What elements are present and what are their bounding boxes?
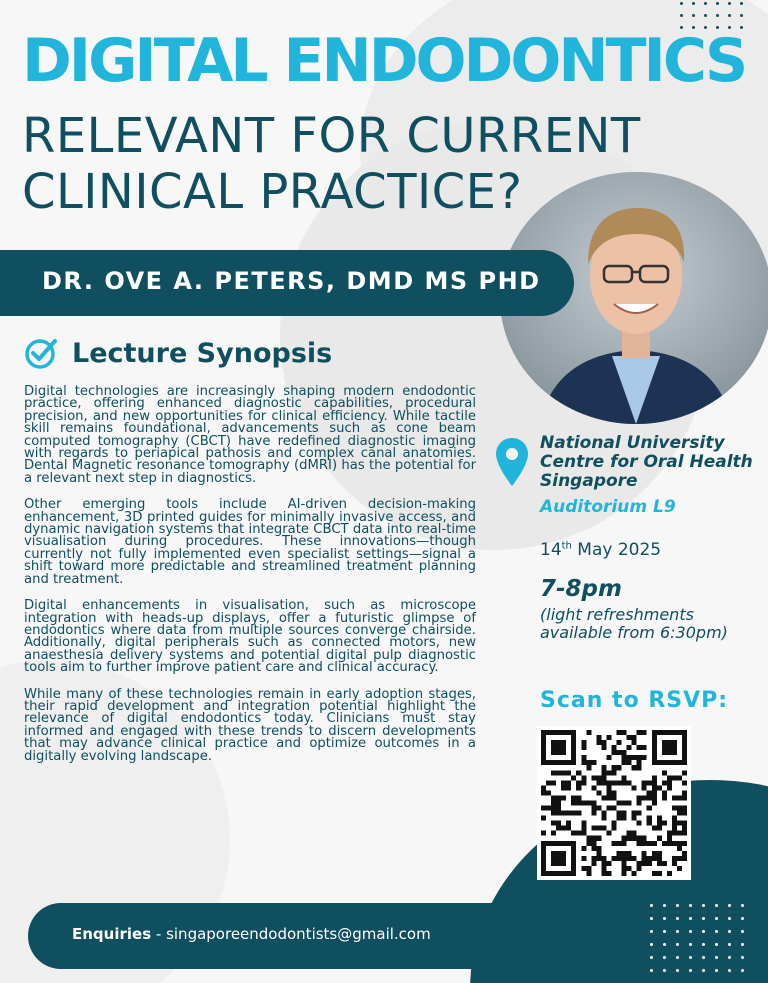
subtitle-line: CLINICAL PRACTICE? — [22, 164, 523, 220]
decorative-dots — [650, 904, 744, 972]
enquiries-text — [72, 925, 431, 943]
enquiries-separator: - — [151, 925, 167, 943]
subtitle-line: RELEVANT FOR CURRENT — [22, 108, 641, 164]
synopsis-paragraph: Digital enhancements in visualisation, such as microscope integration with heads-up displays, offer a futuristic glimpse of endodontics where data from multiple sources converge chairside. Additionally, digital peripherals such as connected motors, new anaesthesia delivery systems and potential digital pulp diagnostic tools aim to further improve patient care and clinical accuracy. — [24, 598, 476, 676]
synopsis-body — [24, 386, 476, 777]
synopsis-paragraph: While many of these technologies remain in early adoption stages, their rapid development and integration potential highlight the relevance of digital endodontics today. Clinicians must stay informed and engaged with these trends to discern developments that may advance clinical practice and optimize outcomes in a digitally evolving landscape. — [24, 686, 476, 764]
event-date — [540, 540, 661, 560]
synopsis-header — [24, 336, 332, 370]
venue-room: Auditorium L9 — [540, 497, 676, 517]
check-circle-icon — [24, 336, 58, 370]
event-time: 7-8pm — [540, 576, 622, 602]
page-title: DIGITAL ENDODONTICS — [22, 26, 746, 96]
decorative-dots — [680, 2, 743, 29]
synopsis-paragraph: Digital technologies are increasingly shaping modern endodontic practice, offering enhanced diagnostic capabilities, procedural precision, and new opportunities for clinical efficiency. While tactile skill remains foundational, advancements such as cone beam computed tomography (CBCT) have redefined diagnostic imaging with regards to periapical pathosis and complex canal anatomies. Dental Magnetic resonance tomography (dMRI) has the potential for a relevant next step in diagnostics. — [24, 384, 476, 486]
synopsis-paragraph: Other emerging tools include AI-driven decision-making enhancement, 3D printed guides for minimally invasive access, and dynamic navigation systems that integrate CBCT data into real-time visualisation during procedures. These innovations—though currently not fully implemented even specialist settings—signal a shift toward more predictable and streamlined treatment planning and treatment. — [24, 497, 476, 587]
venue-name: National University Centre for Oral Health Singapore — [540, 433, 753, 491]
refreshments-note: (light refreshments available from 6:30pm) — [540, 605, 728, 642]
rsvp-label: Scan to RSVP: — [540, 688, 729, 713]
date-day: 14 — [540, 540, 562, 560]
location-pin-icon — [494, 436, 530, 488]
date-month-year: May 2025 — [571, 540, 662, 560]
enquiries-label: Enquiries — [72, 925, 152, 943]
enquiries-banner — [28, 903, 583, 969]
rsvp-qr-code[interactable] — [537, 726, 691, 880]
synopsis-heading: Lecture Synopsis — [72, 337, 333, 369]
speaker-banner — [0, 250, 574, 316]
enquiries-email[interactable]: singaporeendodontists@gmail.com — [166, 925, 431, 943]
speaker-name: DR. OVE A. PETERS, DMD MS PHD — [42, 267, 541, 295]
date-suffix: th — [561, 540, 572, 552]
